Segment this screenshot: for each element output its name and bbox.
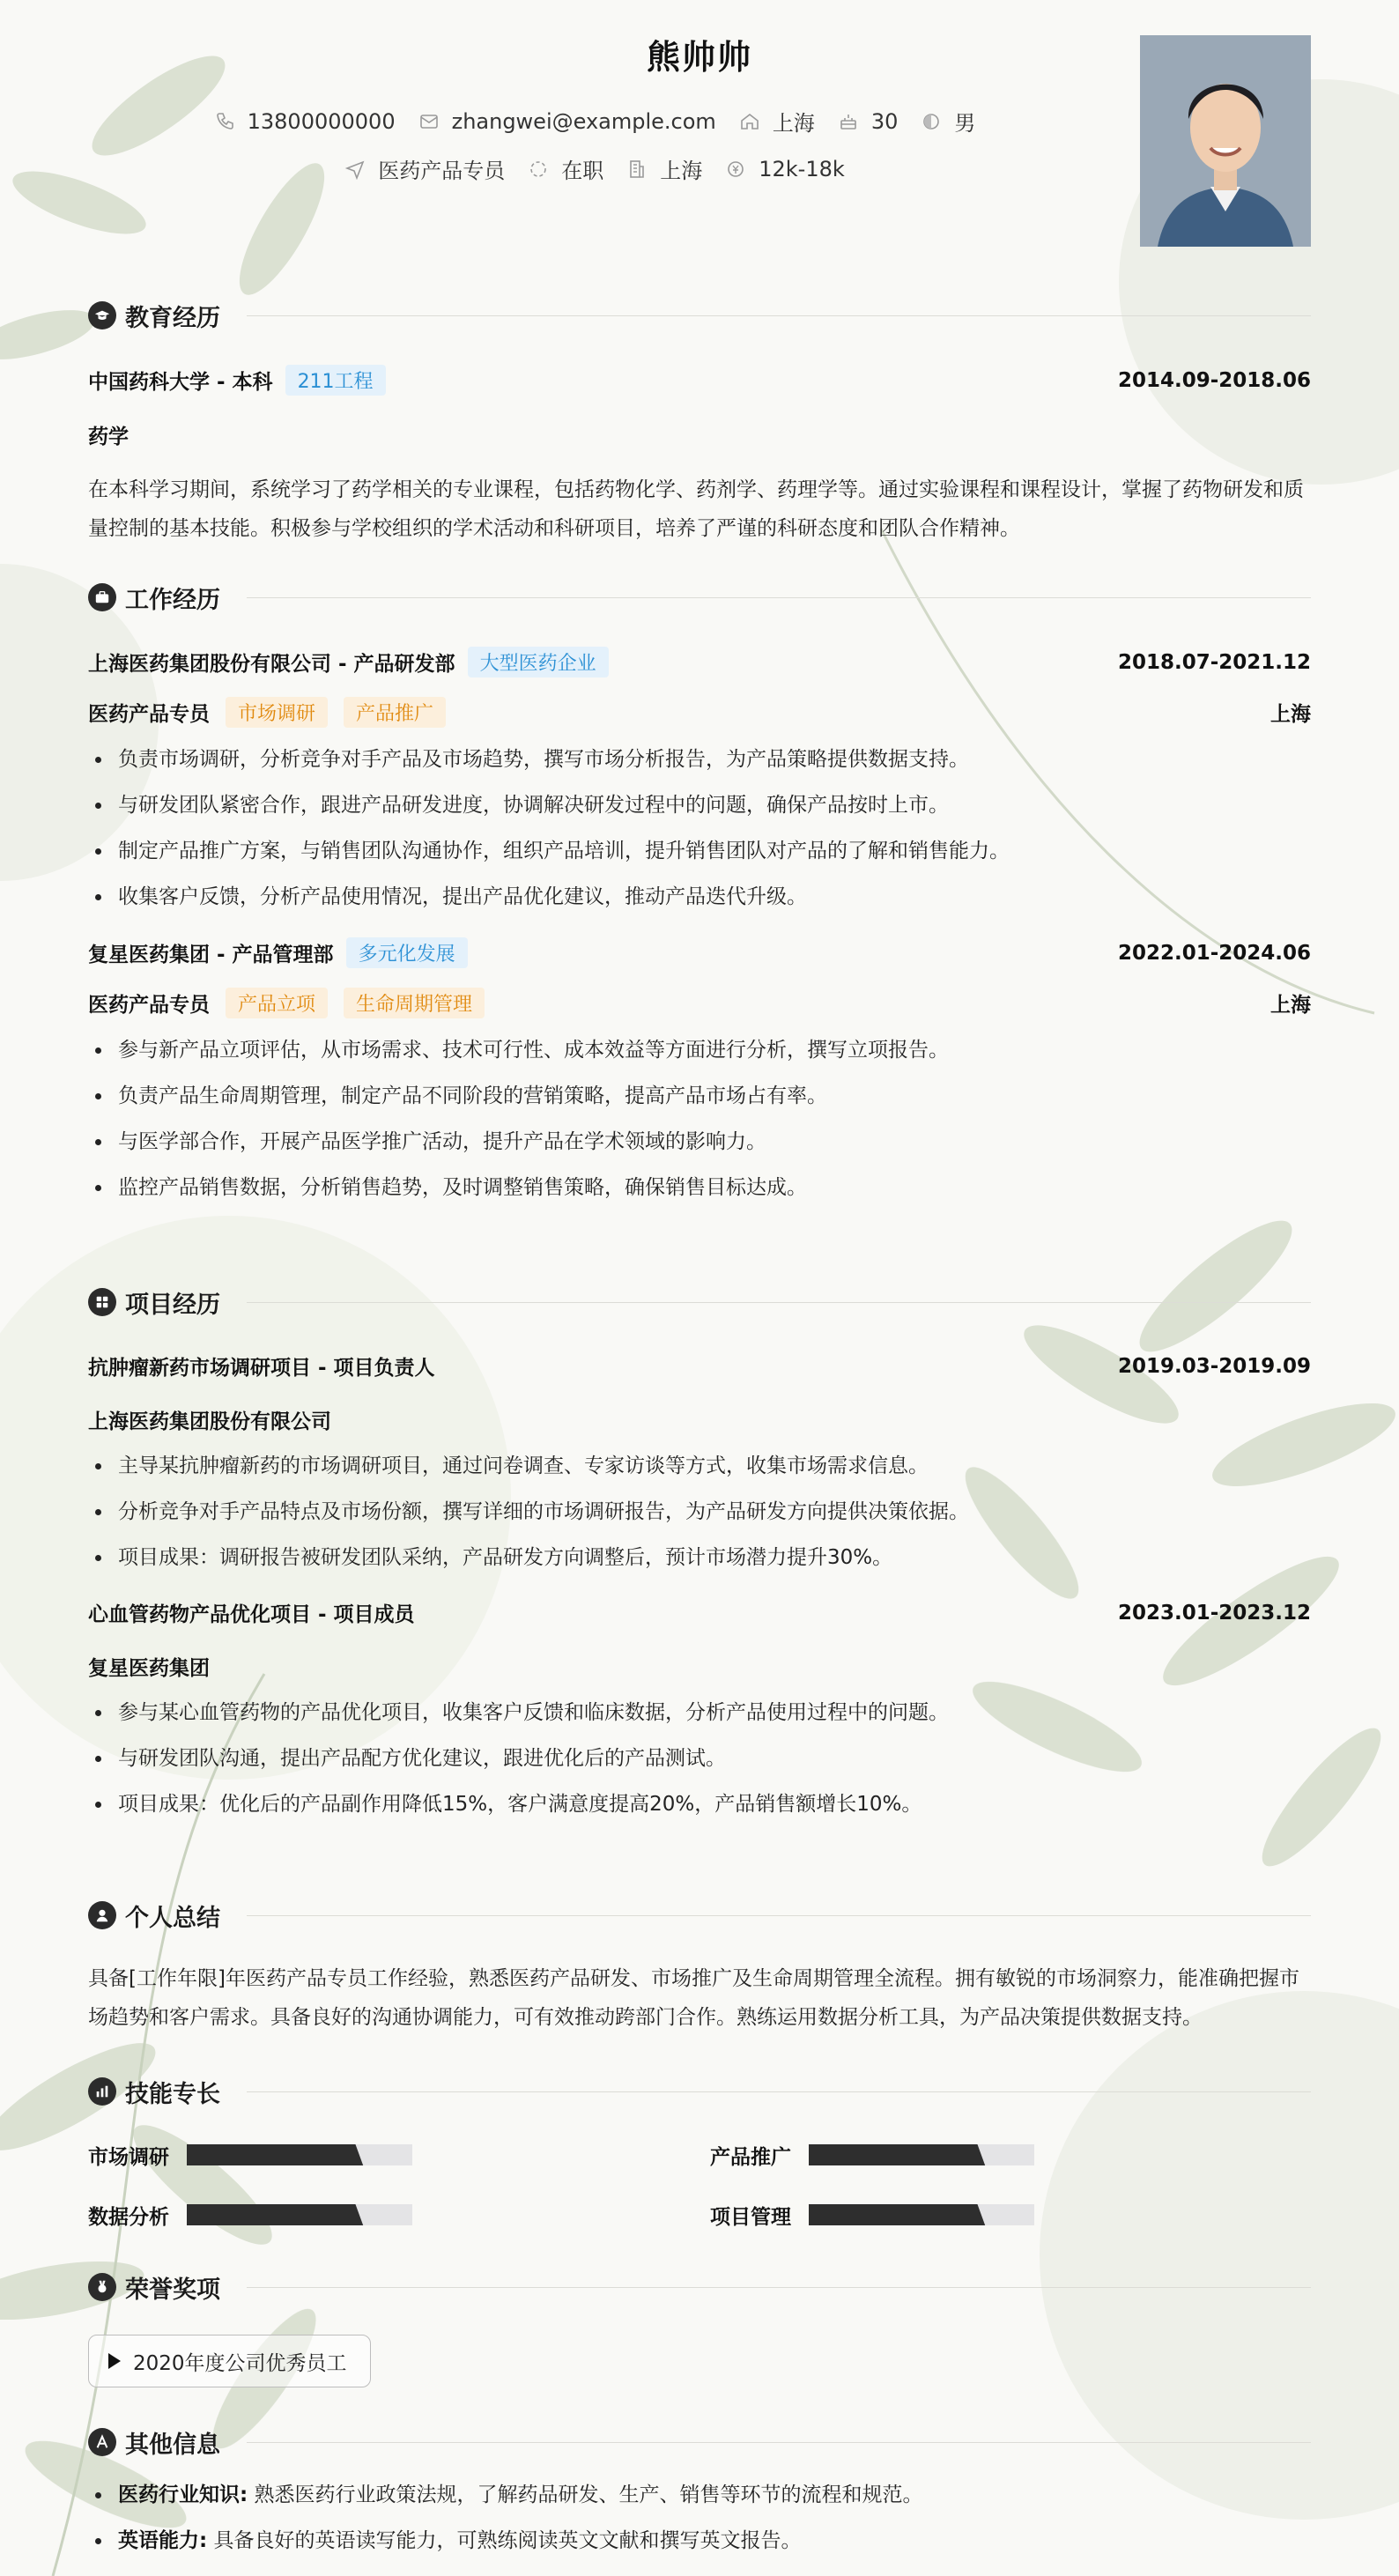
skill-tag: 产品立项	[226, 988, 328, 1018]
status-item	[528, 153, 603, 184]
building-icon	[626, 159, 648, 180]
age-text: 30	[870, 108, 899, 134]
cake-icon	[838, 111, 859, 132]
summary-title	[88, 1898, 1311, 1933]
skill-name: 项目管理	[710, 2206, 791, 2229]
summary-section	[88, 1898, 1311, 2037]
skill-tag: 产品推广	[344, 697, 446, 728]
education-title	[88, 298, 1311, 333]
project-header-row	[88, 1351, 1311, 1381]
education-date: 2014.09-2018.06	[1117, 368, 1311, 392]
gender-item	[921, 106, 975, 137]
project-entry	[88, 1598, 1311, 1827]
phone-icon	[214, 111, 235, 132]
project-entry	[88, 1351, 1311, 1580]
education-description: 在本科学习期间，系统学习了药学相关的专业课程，包括药物化学、药剂学、药理学等。通过实验课程和课程设计，掌握了药物研发和质量控制的基本技能。积极参与学校组织的学术活动和科研项目，培养了严谨的科研态度和团队合作精神。	[88, 478, 1304, 540]
list-item: 项目成果：调研报告被研发团队采纳，产品研发方向调整后，预计市场潜力提升30%。	[88, 1535, 1311, 1580]
coin-icon	[725, 159, 746, 180]
skills-label: 技能专长	[125, 2080, 220, 2108]
work-header-row	[88, 647, 1311, 677]
age-item	[838, 109, 899, 134]
target-city-text: 上海	[660, 159, 703, 183]
target-job-item	[344, 153, 505, 184]
section-divider	[247, 2091, 1311, 2092]
company-text: 上海医药集团股份有限公司 - 产品研发部	[88, 653, 455, 676]
education-school	[88, 365, 386, 396]
list-item: 收集客户反馈，分析产品使用情况，提出产品优化建议，推动产品迭代升级。	[88, 874, 1311, 920]
user-icon	[88, 1901, 116, 1929]
project-date: 2019.03-2019.09	[1117, 1354, 1311, 1378]
city-item	[739, 106, 815, 137]
list-item: 主导某抗肿瘤新药的市场调研项目，通过问卷调查、专家访谈等方式，收集市场需求信息。	[88, 1443, 1311, 1489]
project-title: 抗肿瘤新药市场调研项目 - 项目负责人	[88, 1357, 435, 1380]
company-tag: 多元化发展	[346, 937, 468, 968]
education-label: 教育经历	[125, 304, 220, 332]
medal-icon	[88, 2273, 116, 2301]
skill-tag: 生命周期管理	[344, 988, 485, 1018]
job-intent-row	[0, 153, 1189, 184]
other-item-label: 医药行业知识:	[118, 2483, 248, 2506]
play-icon	[108, 2353, 121, 2369]
font-icon	[88, 2428, 116, 2456]
list-item: 项目成果：优化后的产品副作用降低15%，客户满意度提高20%，产品销售额增长10%。	[88, 1781, 1311, 1827]
skill-item	[88, 2201, 169, 2230]
work-bullets	[88, 737, 1311, 920]
awards-title	[88, 2269, 1311, 2305]
awards-section	[88, 2269, 1311, 2387]
briefcase-icon	[88, 583, 116, 611]
phone-text: 13800000000	[247, 108, 396, 134]
education-major: 药学	[88, 426, 129, 448]
email-item	[418, 109, 716, 134]
skill-bar-fill	[187, 2144, 379, 2165]
project-org: 上海医药集团股份有限公司	[88, 1410, 331, 1433]
work-date: 2018.07-2021.12	[1117, 650, 1311, 674]
skill-name: 市场调研	[88, 2146, 169, 2169]
projects-label: 项目经历	[125, 1291, 220, 1319]
grid-icon	[88, 1288, 116, 1316]
other-title	[88, 2424, 1311, 2460]
other-section	[88, 2424, 1311, 2564]
work-role	[88, 697, 446, 728]
salary-item	[725, 157, 845, 181]
work-role-row	[88, 697, 1311, 728]
role-text: 医药产品专员	[88, 703, 210, 726]
work-role-row	[88, 988, 1311, 1018]
skills-title	[88, 2074, 1311, 2109]
work-role	[88, 988, 485, 1018]
list-item	[88, 2518, 1311, 2564]
profile-photo	[1140, 35, 1311, 247]
list-item: 负责产品生命周期管理，制定产品不同阶段的营销策略，提高产品市场占有率。	[88, 1073, 1311, 1119]
work-header-row	[88, 937, 1311, 968]
project-header-row	[88, 1598, 1311, 1627]
project-org: 复星医药集团	[88, 1657, 210, 1680]
work-entry	[88, 647, 1311, 920]
skill-bar-fill	[809, 2204, 1001, 2225]
skill-item	[710, 2201, 791, 2230]
list-item: 与医学部合作，开展产品医学推广活动，提升产品在学术领域的影响力。	[88, 1119, 1311, 1165]
other-item-text: 具备良好的英语读写能力，可熟练阅读英文文献和撰写英文报告。	[213, 2529, 802, 2552]
list-item: 与研发团队紧密合作，跟进产品研发进度，协调解决研发过程中的问题，确保产品按时上市。	[88, 782, 1311, 828]
skill-bar	[809, 2144, 1034, 2165]
section-divider	[247, 1302, 1311, 1303]
list-item: 分析竞争对手产品特点及市场份额，撰写详细的市场调研报告，为产品研发方向提供决策依据。	[88, 1489, 1311, 1535]
list-item: 参与某心血管药物的产品优化项目，收集客户反馈和临床数据，分析产品使用过程中的问题。	[88, 1690, 1311, 1736]
list-item	[88, 2472, 1311, 2518]
section-divider	[247, 315, 1311, 316]
skill-item	[710, 2141, 791, 2170]
work-location: 上海	[1270, 703, 1311, 726]
school-tag: 211工程	[285, 365, 386, 396]
list-item: 监控产品销售数据，分析销售趋势，及时调整销售策略，确保销售目标达成。	[88, 1165, 1311, 1210]
skill-bar	[187, 2204, 412, 2225]
section-divider	[247, 2442, 1311, 2443]
project-title: 心血管药物产品优化项目 - 项目成员	[88, 1603, 415, 1626]
section-divider	[247, 597, 1311, 598]
work-company	[88, 647, 609, 677]
project-date: 2023.01-2023.12	[1117, 1601, 1311, 1625]
projects-title	[88, 1284, 1311, 1320]
home-icon	[739, 111, 760, 132]
skill-bar	[809, 2204, 1034, 2225]
awards-label: 荣誉奖项	[125, 2276, 220, 2304]
award-text: 2020年度公司优秀员工	[133, 2351, 347, 2375]
contact-info-row	[0, 106, 1189, 137]
work-date: 2022.01-2024.06	[1117, 941, 1311, 965]
education-header-row	[88, 365, 1311, 396]
work-location: 上海	[1270, 994, 1311, 1017]
award-item	[88, 2335, 371, 2387]
status-text: 在职	[561, 159, 604, 183]
loading-icon	[528, 159, 549, 180]
skill-bar	[187, 2144, 412, 2165]
skills-section	[88, 2074, 1311, 2259]
work-entry	[88, 937, 1311, 1210]
email-text: zhangwei@example.com	[451, 108, 716, 134]
target-city-item	[626, 153, 702, 184]
company-tag: 大型医药企业	[468, 647, 609, 677]
other-list	[88, 2472, 1311, 2564]
company-text: 复星医药集团 - 产品管理部	[88, 944, 334, 966]
work-bullets	[88, 1027, 1311, 1210]
gender-text: 男	[954, 111, 976, 136]
summary-label: 个人总结	[125, 1904, 220, 1932]
school-degree-text: 中国药科大学 - 本科	[88, 371, 273, 394]
target-job-text: 医药产品专员	[378, 159, 506, 183]
project-bullets	[88, 1443, 1311, 1580]
skill-bar-fill	[187, 2204, 379, 2225]
work-title	[88, 580, 1311, 615]
candidate-name: 熊帅帅	[646, 38, 752, 77]
graduation-cap-icon	[88, 301, 116, 329]
work-section	[88, 580, 1311, 1210]
work-company	[88, 937, 468, 968]
skill-name: 产品推广	[710, 2146, 791, 2169]
other-item-text: 熟悉医药行业政策法规，了解药品研发、生产、销售等环节的流程和规范。	[254, 2483, 923, 2506]
list-item: 制定产品推广方案，与销售团队沟通协作，组织产品培训，提升销售团队对产品的了解和销售能力。	[88, 828, 1311, 874]
summary-text: 具备[工作年限]年医药产品专员工作经验，熟悉医药产品研发、市场推广及生命周期管理全流程。拥有敏锐的市场洞察力，能准确把握市场趋势和客户需求。具备良好的沟通协调能力，可有效推动跨部门合作。熟练运用数据分析工具，为产品决策提供数据支持。	[88, 1967, 1299, 2029]
skill-bar-fill	[809, 2144, 1001, 2165]
mail-icon	[418, 111, 440, 132]
other-item-label: 英语能力:	[118, 2529, 208, 2552]
education-section	[88, 298, 1311, 548]
other-label: 其他信息	[125, 2431, 220, 2459]
list-item: 与研发团队沟通，提出产品配方优化建议，跟进优化后的产品测试。	[88, 1736, 1311, 1781]
chart-icon	[88, 2077, 116, 2106]
skill-tag: 市场调研	[226, 697, 328, 728]
list-item: 负责市场调研，分析竞争对手产品及市场趋势，撰写市场分析报告，为产品策略提供数据支持。	[88, 737, 1311, 782]
section-divider	[247, 2287, 1311, 2288]
send-icon	[344, 159, 366, 180]
awards-list	[88, 2335, 1311, 2387]
city-text: 上海	[772, 111, 815, 136]
salary-text: 12k-18k	[759, 156, 845, 181]
project-bullets	[88, 1690, 1311, 1827]
work-label: 工作经历	[125, 586, 220, 614]
skill-name: 数据分析	[88, 2206, 169, 2229]
skill-item	[88, 2141, 169, 2170]
role-text: 医药产品专员	[88, 994, 210, 1017]
projects-section	[88, 1284, 1311, 1827]
gender-icon	[921, 111, 942, 132]
list-item: 参与新产品立项评估，从市场需求、技术可行性、成本效益等方面进行分析，撰写立项报告。	[88, 1027, 1311, 1073]
section-divider	[247, 1915, 1311, 1916]
phone-item	[214, 109, 396, 134]
